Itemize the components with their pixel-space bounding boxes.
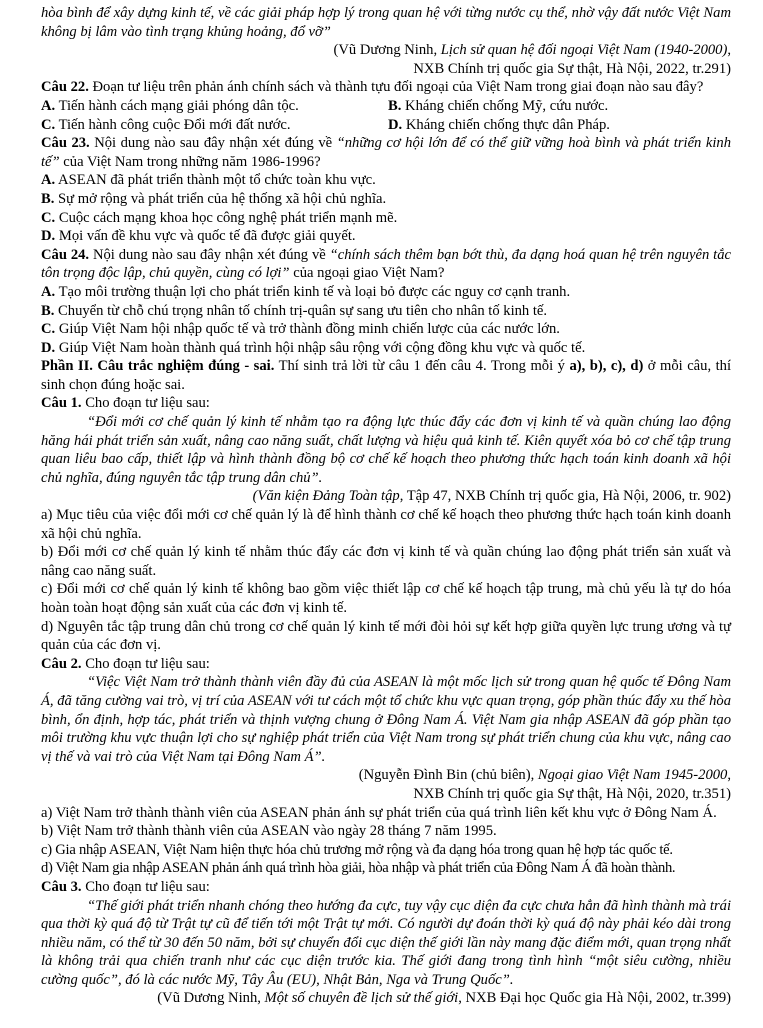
option-text: Tạo môi trường thuận lợi cho phát triển kinh tế và loại bỏ được các nguy cơ cạnh tranh. [55, 283, 571, 300]
cau-2-source-title: Ngoại giao Việt Nam 1945-2000 [537, 767, 728, 784]
option-letter: A. [41, 97, 56, 114]
part-2-instruction-end: ở mỗi câu, thí sinh chọn đúng hoặc sai. [41, 358, 731, 393]
cau-1-source-title: (Văn kiện Đảng Toàn tập [252, 488, 400, 505]
option-24-c[interactable] [41, 320, 731, 339]
cau-1-heading [41, 394, 731, 413]
question-23-label: Câu 23. [41, 135, 90, 152]
option-22-d[interactable] [388, 116, 731, 135]
cau-1-source-rest: , Tập 47, NXB Chính trị quốc gia, Hà Nội, 2006, tr. 902) [399, 488, 731, 505]
option-23-d[interactable] [41, 227, 731, 246]
part-2-instruction: Thí sinh trả lời từ câu 1 đến câu 4. Trong mỗi ý [274, 358, 570, 375]
intro-source-publisher: NXB Chính trị quốc gia Sự thật, Hà Nội, 2022, tr.291) [413, 60, 731, 77]
cau-3-label: Câu 3. [41, 878, 82, 895]
cau-3-intro: Cho đoạn tư liệu sau: [81, 878, 210, 895]
cau-2-quote: “Việc Việt Nam trở thành thành viên đầy đủ của ASEAN là một mốc lịch sử trong quan hệ quốc tế Đông Nam Á, đã tăng cường vai trò, vị trí của ASEAN với tư cách một tổ chức khu vực quan trọng, góp phần thúc đẩy xu thế hòa bình, ổn định, hợp tác, phát triển và thịnh vượng chung ở Đông Nam Á. Việt Nam gia nhập ASEAN đã góp phần tạo môi trường khu vực thuận lợi cho sự nghiệp phát triển của Việt Nam trong sự phát triển chung của khu vực, nâng cao vị thế và vai trò của Việt Nam tại Đông Nam Á”. [41, 674, 731, 765]
option-letter: D. [41, 339, 56, 356]
option-letter: B. [388, 97, 402, 114]
cau-1-source [41, 487, 731, 506]
cau-2-item-c[interactable]: c) Gia nhập ASEAN, Việt Nam hiện thực hóa chủ trương mở rộng và đa dạng hóa trong quan hệ hợp tác quốc tế. [41, 841, 673, 858]
cau-2-item-a[interactable]: a) Việt Nam trở thành thành viên của ASEAN phản ánh sự phát triển của quá trình liên kết khu vực ở Đông Nam Á. [41, 804, 717, 821]
question-23-quote: “những cơ hội lớn để có thể giữ vững hoà bình và phát triển kinh tế” [41, 135, 731, 170]
option-text: Chuyển từ chỗ chú trọng nhân tố chính trị-quân sự sang ưu tiên cho nhân tố kinh tế. [54, 302, 548, 319]
option-letter: C. [41, 116, 56, 133]
intro-source [41, 41, 731, 60]
cau-1-item-b[interactable]: b) Đổi mới cơ chế quản lý kinh tế nhằm thúc đẩy các đơn vị kinh tế và quần chúng lao động phát triển sản xuất và nâng cao năng suất. [41, 544, 731, 579]
option-letter: D. [388, 116, 403, 133]
cau-2-source-author: (Nguyễn Đình Bin (chủ biên), [358, 767, 538, 784]
cau-2-source-tail: , [727, 767, 731, 784]
cau-2-item-b[interactable]: b) Việt Nam trở thành thành viên của ASEAN vào ngày 28 tháng 7 năm 1995. [41, 823, 497, 840]
cau-3-source-author: (Vũ Dương Ninh, [157, 990, 265, 1007]
question-24-text-end: của ngoại giao Việt Nam? [289, 265, 445, 282]
option-text: Mọi vấn đề khu vực và quốc tế đã được giải quyết. [55, 228, 356, 245]
cau-1-intro: Cho đoạn tư liệu sau: [81, 395, 210, 412]
question-23-text-end: của Việt Nam trong những năm 1986-1996? [59, 153, 321, 170]
cau-2-label: Câu 2. [41, 655, 82, 672]
part-2-title: Phần II. Câu trắc nghiệm đúng - sai. [41, 358, 275, 375]
cau-2-source [41, 766, 731, 785]
option-text: Giúp Việt Nam hội nhập quốc tế và trở thành đồng minh chiến lược của các nước lớn. [55, 321, 560, 338]
cau-1-label: Câu 1. [41, 395, 82, 412]
option-text: Tiến hành cách mạng giải phóng dân tộc. [55, 97, 299, 114]
cau-1-item-c[interactable]: c) Đổi mới cơ chế quản lý kinh tế không bao gồm việc thiết lập cơ chế kế hoạch tập trung, mà chủ yếu là tự do hóa hoàn toàn hoạt động sản xuất của các đơn vị kinh tế. [41, 581, 731, 616]
cau-3-quote: “Thế giới phát triển nhanh chóng theo hướng đa cực, tuy vậy cục diện đa cực chưa hẳn đã hình thành mà trái qua thời kỳ quá độ từ Trật tự cũ để tiến tới một Trật tự mới. Có người dự đoán thời kỳ quá độ này phải kéo dài trong nhiều năm, có thể từ 30 đến 50 năm, bởi sự chuyển đổi cục diện thế giới lần này mang đặc điểm mới, quan trọng nhất là không trải qua chiến tranh như các cục diện trước kia. Thế giới đang trong tình hình “một siêu cường, nhiều cường quốc”, đó là các nước Mỹ, Tây Âu (EU), Nhật Bản, Nga và Trung Quốc”. [41, 897, 731, 988]
intro-source-tail: , [727, 42, 731, 59]
option-22-a[interactable] [41, 97, 388, 116]
option-letter: C. [41, 209, 56, 226]
option-24-a[interactable] [41, 283, 731, 302]
cau-2-item-d[interactable]: d) Việt Nam gia nhập ASEAN phản ánh quá trình hòa giải, hòa nhập và phát triển của Đông Nam Á đã hoàn thành. [41, 860, 676, 877]
option-text: ASEAN đã phát triển thành một tổ chức toàn khu vực. [55, 172, 376, 189]
option-23-a[interactable] [41, 171, 731, 190]
option-22-c[interactable] [41, 116, 388, 135]
cau-1-item-a[interactable]: a) Mục tiêu của việc đổi mới cơ chế quản lý là để hình thành cơ chế kế hoạch theo phương thức hạch toán kinh doanh xã hội chủ nghĩa. [41, 507, 731, 542]
option-text: Tiến hành công cuộc Đổi mới đất nước. [55, 116, 291, 133]
part-2-instruction-bold: a), b), c), d) [569, 358, 644, 375]
cau-3-source-rest: , NXB Đại học Quốc gia Hà Nội, 2002, tr.399) [458, 990, 731, 1007]
option-text: Giúp Việt Nam hoàn thành quá trình hội nhập sâu rộng với cộng đồng khu vực và quốc tế. [55, 339, 586, 356]
cau-2-heading [41, 655, 731, 674]
option-24-d[interactable] [41, 339, 731, 358]
option-text: Kháng chiến chống thực dân Pháp. [402, 116, 610, 133]
option-letter: A. [41, 172, 56, 189]
option-text: Cuộc cách mạng khoa học công nghệ phát triển mạnh mẽ. [55, 209, 398, 226]
option-letter: D. [41, 228, 56, 245]
option-24-b[interactable] [41, 302, 731, 321]
intro-source-author: (Vũ Dương Ninh, [333, 42, 441, 59]
cau-1-item-d[interactable]: d) Nguyên tắc tập trung dân chủ trong cơ chế quản lý kinh tế mới đòi hỏi sự kết hợp giữa quyền lực trung ương và tự quản của các đơn vị. [41, 618, 731, 654]
cau-3-source [41, 989, 731, 1008]
intro-source-title: Lịch sử quan hệ đối ngoại Việt Nam (1940-2000) [440, 42, 728, 59]
question-24 [41, 246, 731, 283]
question-22-text: Đoạn tư liệu trên phản ánh chính sách và thành tựu đối ngoại của Việt Nam trong giai đoạn nào sau đây? [88, 79, 704, 96]
cau-1-quote: “Đổi mới cơ chế quản lý kinh tế nhằm tạo ra động lực thúc đẩy các đơn vị kinh tế và quần chúng lao động hăng hái phát triển sản xuất, nâng cao năng suất, chất lượng và hiệu quả kinh tế. Kiên quyết xóa bỏ cơ chế tập trung quan liêu bao cấp, thiết lập và hình thành đồng bộ cơ chế kế hoạch theo phương thức hạch toán kinh doanh xã hội chủ nghĩa, đúng nguyên tắc tập trung dân chủ”. [41, 414, 731, 486]
intro-quote: hòa bình để xây dựng kinh tế, về các giải pháp hợp lý trong quan hệ với từng nước cụ thể, nhờ vậy đất nước Việt Nam không bị lâm vào tình trạng khủng hoảng, đổ vỡ” [41, 5, 731, 40]
question-24-label: Câu 24. [41, 246, 90, 263]
question-24-quote: “chính sách thêm bạn bớt thù, đa dạng hoá quan hệ trên nguyên tắc tôn trọng độc lập, chủ quyền, cùng có lợi” [41, 246, 732, 282]
option-letter: C. [41, 321, 56, 338]
question-22-options [41, 97, 731, 134]
option-text: Sự mở rộng và phát triển của hệ thống xã hội chủ nghĩa. [54, 190, 387, 207]
cau-2-source-publisher: NXB Chính trị quốc gia Sự thật, Hà Nội, 2020, tr.351) [413, 785, 731, 802]
cau-3-heading [41, 878, 731, 897]
option-23-c[interactable] [41, 209, 731, 228]
option-letter: A. [41, 283, 56, 300]
option-22-b[interactable] [388, 97, 731, 116]
question-22 [41, 78, 731, 97]
question-23-text: Nội dung nào sau đây nhận xét đúng về [89, 135, 337, 152]
cau-3-source-title: Một số chuyên đề lịch sử thế giới [264, 990, 459, 1007]
question-22-label: Câu 22. [41, 79, 89, 96]
question-23 [41, 134, 731, 171]
question-24-text: Nội dung nào sau đây nhận xét đúng về [89, 246, 330, 263]
option-letter: B. [41, 190, 55, 207]
option-23-b[interactable] [41, 190, 731, 209]
option-letter: B. [41, 302, 55, 319]
option-text: Kháng chiến chống Mỹ, cứu nước. [401, 97, 609, 114]
part-2-heading [41, 357, 731, 394]
cau-2-intro: Cho đoạn tư liệu sau: [81, 655, 210, 672]
